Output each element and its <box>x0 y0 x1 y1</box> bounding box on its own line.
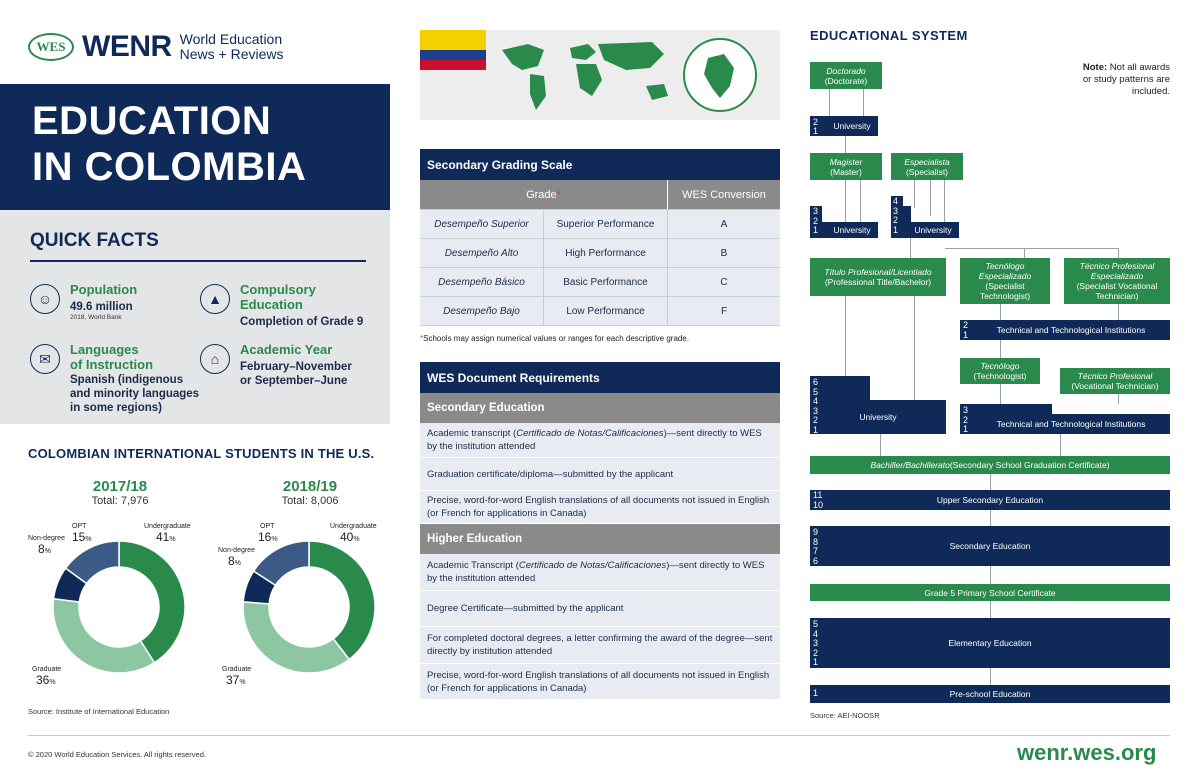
chart-1-header: 2017/18 Total: 7,976 <box>91 478 149 507</box>
value-opt: 16% <box>258 530 278 544</box>
graduation-cap-icon: ▲ <box>200 284 230 314</box>
value-non-degree: 8% <box>228 554 241 568</box>
box-university-doctoral: University <box>810 116 878 136</box>
system-source: Source: AEI-NOOSR <box>810 711 880 720</box>
grading-table-header <box>420 180 780 210</box>
divider <box>30 260 366 262</box>
donut-chart-2017 <box>52 540 186 674</box>
document-requirements-table <box>420 362 780 700</box>
value-non-degree: 8% <box>38 542 51 556</box>
col-wes-conversion: WES Conversion <box>682 188 766 201</box>
speech-bubble-icon: ✉ <box>30 344 60 374</box>
value-opt: 15% <box>72 530 92 544</box>
years-master: 3 2 1 <box>813 206 819 235</box>
list-item: For completed doctoral degrees, a letter confirming the award of the degree—sent directly by institution attended <box>420 627 780 664</box>
chart-2-header: 2018/19 Total: 8,006 <box>281 478 339 507</box>
box-doctorado: Doctorado (Doctorate) <box>810 62 882 89</box>
years-elementary: 5 4 3 2 1 <box>813 619 819 667</box>
years-preschool: 1 <box>813 688 819 698</box>
copyright: © 2020 World Education Services. All rights reserved. <box>28 750 206 759</box>
box-upper-secondary: Upper Secondary Education <box>810 490 1170 510</box>
years-doctoral: 3 2 1 <box>813 107 819 136</box>
value-undergraduate: 40% <box>340 530 360 544</box>
intl-students-title: COLOMBIAN INTERNATIONAL STUDENTS IN THE U.S. <box>28 446 375 461</box>
donut-slice-graduate <box>53 599 154 673</box>
years-tti-lower: 3 2 1 <box>963 405 969 434</box>
box-tecnologo: Tecnólogo (Technologist) <box>960 358 1040 384</box>
donut-slice-undergraduate <box>119 541 185 663</box>
box-secondary: Secondary Education <box>810 526 1170 566</box>
box-tti-upper: Technical and Technological Institutions <box>960 320 1170 340</box>
value-graduate: 36% <box>36 673 56 687</box>
divider <box>28 735 1170 736</box>
box-tecnologo-especializado: Tecnólogo Especializado (Specialist Technologist) <box>960 258 1050 304</box>
wes-seal-logo: WES <box>28 33 74 61</box>
donut-chart-2018 <box>242 540 376 674</box>
donut-slice-undergraduate <box>309 541 375 659</box>
fact-population: ☺ Population 49.6 million 2018, World Bank <box>30 282 200 321</box>
grading-footnote: *Schools may assign numerical values or ranges for each descriptive grade. <box>420 334 690 343</box>
box-titulo-profesional: Título Profesional/Licentiado (Professional Title/Bachelor) <box>810 258 946 296</box>
box-university: University <box>810 400 946 434</box>
fact-compulsory: ▲ Compulsory Education Completion of Grade 9 <box>200 282 370 329</box>
colombia-flag-icon <box>420 30 486 70</box>
section-secondary: Secondary Education <box>420 393 780 423</box>
label-undergraduate: Undergraduate <box>330 523 377 530</box>
box-university-specialist: University <box>891 222 959 238</box>
page-title: EDUCATION IN COLOMBIA <box>0 84 390 210</box>
label-graduate: Graduate <box>222 666 252 673</box>
box-tecnico: Técnico Profesional (Vocational Technician) <box>1060 368 1170 394</box>
quick-facts-panel <box>0 210 390 424</box>
years-university: 6 5 4 3 2 1 <box>813 377 819 435</box>
wenr-wordmark: WENR <box>82 30 172 63</box>
fact-languages: ✉ Languages of Instruction Spanish (indigenous and minority languages in some regions) <box>30 342 200 415</box>
educational-system-title: EDUCATIONAL SYSTEM <box>810 28 968 43</box>
box-magister: Magister (Master) <box>810 153 882 180</box>
doc-table-title: WES Document Requirements <box>420 362 780 393</box>
box-bachiller: Bachiller/Bachillerato (Secondary School Graduation Certificate) <box>810 456 1170 474</box>
list-item: Precise, word-for-word English translations of all documents not issued in English (or French for applications in Canada) <box>420 491 780 524</box>
box-tti-lower: Technical and Technological Institutions <box>960 414 1170 434</box>
label-graduate: Graduate <box>32 666 62 673</box>
site-link[interactable]: wenr.wes.org <box>1017 740 1157 765</box>
box-preschool: Pre-school Education <box>810 685 1170 703</box>
quick-facts-title: QUICK FACTS <box>30 230 159 251</box>
box-grade5-certificate: Grade 5 Primary School Certificate <box>810 584 1170 601</box>
value-graduate: 37% <box>226 673 246 687</box>
list-item: Academic Transcript (Certificado de Notas/Calificaciones)—sent directly to WES by the institution attended <box>420 554 780 591</box>
years-secondary: 9 8 7 6 <box>813 527 819 566</box>
label-non-degree: Non-degree <box>28 535 65 542</box>
wenr-subtitle: World Education News + Reviews <box>179 31 284 62</box>
table-row: Desempeño Alto High Performance B <box>420 239 780 268</box>
brand-logo[interactable] <box>28 30 284 64</box>
years-tti-upper: 2 1 <box>963 320 969 340</box>
box-elementary: Elementary Education <box>810 618 1170 668</box>
col-grade: Grade * <box>420 180 668 209</box>
list-item: Academic transcript (Certificado de Notas/Calificaciones)—sent directly to WES by the institution attended <box>420 423 780 458</box>
grading-table-title: Secondary Grading Scale <box>420 149 780 180</box>
box-university-master: University <box>810 222 878 238</box>
donut-slice-graduate <box>243 602 349 673</box>
table-row: Desempeño Bajo Low Performance F <box>420 297 780 326</box>
label-undergraduate: Undergraduate <box>144 523 191 530</box>
system-note: Note: Not all awards or study patterns are included. <box>1082 62 1170 97</box>
grading-scale-table <box>420 149 780 326</box>
intl-source: Source: Institute of International Education <box>28 707 170 716</box>
people-icon: ☺ <box>30 284 60 314</box>
value-undergraduate: 41% <box>156 530 176 544</box>
list-item: Degree Certificate—submitted by the applicant <box>420 591 780 627</box>
list-item: Precise, word-for-word English translations of all documents not issued in English (or French for applications in Canada) <box>420 664 780 700</box>
box-tecnico-especializado: Técnico Profesional Especializado (Specialist Vocational Technician) <box>1064 258 1170 304</box>
school-icon: ⌂ <box>200 344 230 374</box>
table-row: Desempeño Superior Superior Performance A <box>420 210 780 239</box>
label-non-degree: Non-degree <box>218 547 255 554</box>
box-especialista: Especialista (Specialist) <box>891 153 963 180</box>
years-upper-secondary: 11 10 <box>813 490 824 510</box>
label-opt: OPT <box>260 523 275 530</box>
table-row: Desempeño Básico Basic Performance C <box>420 268 780 297</box>
years-specialist: 4 3 2 1 <box>893 196 899 235</box>
section-higher: Higher Education <box>420 524 780 554</box>
label-opt: OPT <box>72 523 87 530</box>
list-item: Graduation certificate/diploma—submitted by the applicant <box>420 458 780 491</box>
fact-academic-year: ⌂ Academic Year February–November or September–June <box>200 342 370 388</box>
